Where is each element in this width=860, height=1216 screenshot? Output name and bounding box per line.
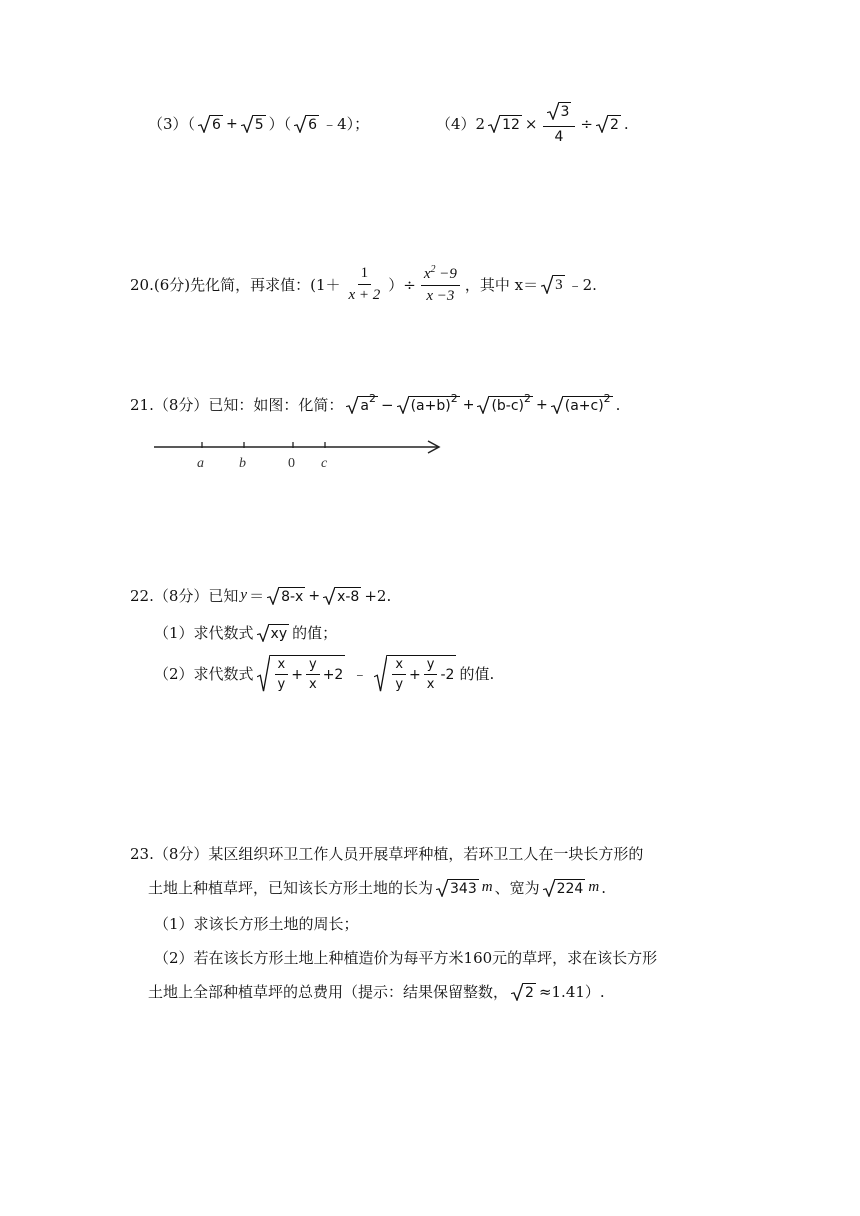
problem-20-label: 20.(6分)先化简，再求值：(1＋	[130, 276, 341, 294]
sqrt-a-plus-b-squared: (a+b) 2	[397, 396, 460, 414]
problem-22-label: 22.（8分）已知	[130, 587, 239, 605]
sqrt-b-minus-c-squared: (b-c) 2	[477, 396, 533, 414]
sqrt-3: 3	[541, 275, 565, 294]
divide-sign: ÷	[580, 114, 593, 133]
sqrt-x-over-y-plus-y-over-x-plus-2: $\frac{x}{y}$ + $\frac{y}{x}$ +2	[257, 655, 346, 692]
problem-23-q1: （1）求该长方形土地的周长；	[154, 915, 359, 933]
sqrt-2: 2	[596, 115, 621, 133]
part3-label: （3）（	[148, 115, 196, 133]
part3-tail: ﹣4）；	[322, 115, 370, 133]
sqrt-343: 343	[436, 879, 479, 897]
sqrt-224: 224	[543, 879, 586, 897]
fraction-sqrt3-over-4: $\frac{3}{4}$	[543, 102, 576, 145]
paren-mid: ）（	[268, 115, 292, 133]
sqrt-8-minus-x: 8-x	[267, 587, 305, 605]
number-line	[148, 432, 448, 477]
problem-23-q2-line-1: （2）若在该长方形土地上种植造价为每平方米160元的草坪，求在该长方形	[154, 949, 658, 967]
problem-23-line-1: 23.（8分）某区组织环卫工作人员开展草坪种植，若环卫工人在一块长方形的	[130, 845, 644, 863]
problem-19-part-4: （4）2 12 × $\frac{3}{4}$ ÷ 2 .	[436, 104, 629, 145]
sqrt-xy: xy	[257, 624, 290, 642]
problem-22: 22.（8分）已知 y ＝ 8-x + x-8 +2.	[130, 586, 392, 605]
sqrt-6-a: 6	[198, 115, 223, 133]
label-zero: 0	[288, 456, 295, 471]
sqrt-6-b: 6	[294, 115, 319, 133]
sqrt-2-hint: 2	[511, 983, 536, 1001]
problem-19-part-3	[148, 113, 369, 134]
sqrt-5: 5	[241, 115, 266, 133]
problem-22-q2: （2）求代数式 $\frac{x}{y}$ + $\frac{y}{x}$ +2 ﹣ $\frac{x}{y}$ + $\frac{y}{x}$ -2 的值.	[154, 657, 495, 692]
label-a: a	[197, 456, 204, 471]
fraction-1-over-x-plus-2: $\frac{1}{x + 2}$	[348, 265, 381, 303]
problem-21: 21.（8分）已知：如图：化简： a 2 − (a+b) 2 + (b-c) 2 + (a+c) 2 .	[130, 392, 621, 414]
sqrt-x-over-y-plus-y-over-x-minus-2: $\frac{x}{y}$ + $\frac{y}{x}$ -2	[374, 655, 456, 692]
fraction-x2-minus-9-over-x-minus-3: $\frac{x^2 -9}{x -3}$	[421, 264, 460, 305]
problem-21-label: 21.（8分）已知：如图：化简：	[130, 396, 344, 414]
times-sign: ×	[524, 114, 538, 133]
plus-sign: +	[225, 115, 238, 132]
label-b: b	[239, 456, 246, 471]
sqrt-a-plus-c-squared: (a+c) 2	[551, 396, 613, 414]
sqrt-a-squared: a 2	[346, 396, 378, 414]
problem-23-q2-line-2: 土地上全部种植草坪的总费用（提示：结果保留整数， 2 ≈1.41）.	[148, 983, 605, 1001]
problem-20: 20.(6分)先化简，再求值：(1＋ $\frac{1}{x + 2}$ ）÷ $\frac{x^2 -9}{x -3}$ ，其中 x＝ 3 ﹣2.	[130, 264, 597, 304]
problem-23-line-2: 土地上种植草坪，已知该长方形土地的长为 343 m 、宽为 224 m .	[148, 878, 606, 897]
part4-label: （4）2	[436, 115, 486, 133]
label-c: c	[321, 456, 328, 471]
problem-22-q1: （1）求代数式 xy 的值；	[154, 624, 338, 642]
sqrt-12: 12	[488, 115, 522, 133]
sqrt-x-minus-8: x-8	[323, 587, 361, 605]
